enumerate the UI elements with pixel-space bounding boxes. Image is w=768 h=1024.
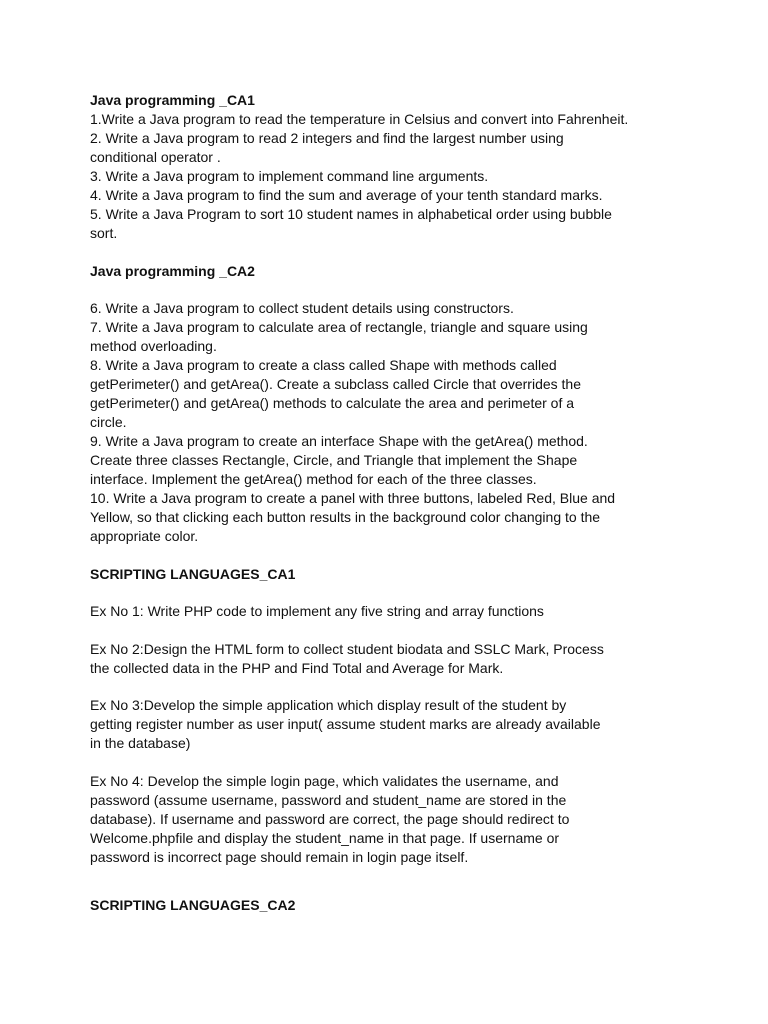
text-line: Yellow, so that clicking each button results in the background color changing to the bbox=[90, 509, 601, 525]
text-line: 9. Write a Java program to create an interface Shape with the getArea() method. bbox=[90, 433, 588, 449]
section-heading: Java programming _CA1 bbox=[90, 92, 255, 108]
section-java-ca2 bbox=[90, 262, 710, 547]
text-line: Welcome.phpfile and display the student_name in that page. If username or bbox=[90, 829, 560, 846]
text-line: 3. Write a Java program to implement command line arguments. bbox=[90, 168, 489, 184]
text-line: Ex No 1: Write PHP code to implement any five string and array functions bbox=[90, 603, 544, 619]
section-java-ca1 bbox=[90, 91, 710, 243]
text-line: 10. Write a Java program to create a panel with three buttons, labeled Red, Blue and bbox=[90, 490, 616, 506]
text-line: in the database) bbox=[90, 735, 191, 751]
text-line: getting register number as user input( assume student marks are already available bbox=[90, 716, 601, 732]
section-scripting-ca2 bbox=[90, 896, 710, 915]
section-scripting-ca1 bbox=[90, 565, 710, 867]
text-line: 4. Write a Java program to find the sum and average of your tenth standard marks. bbox=[90, 187, 603, 203]
text-line: getPerimeter() and getArea(). Create a subclass called Circle that overrides the bbox=[90, 376, 581, 392]
text-line: appropriate color. bbox=[90, 528, 199, 544]
text-line: 8. Write a Java program to create a class called Shape with methods called bbox=[90, 357, 557, 373]
text-line: password (assume username, password and student_name are stored in the bbox=[90, 791, 567, 808]
text-line: Ex No 2:Design the HTML form to collect student biodata and SSLC Mark, Process bbox=[90, 640, 604, 657]
text-line: 6. Write a Java program to collect student details using constructors. bbox=[90, 300, 514, 316]
text-line: sort. bbox=[90, 225, 118, 241]
text-line: 1.Write a Java program to read the temperature in Celsius and convert into Fahrenheit. bbox=[90, 111, 629, 127]
section-heading: SCRIPTING LANGUAGES_CA2 bbox=[90, 896, 296, 913]
text-line: conditional operator . bbox=[90, 149, 221, 165]
document-page bbox=[90, 91, 710, 915]
text-line: getPerimeter() and getArea() methods to calculate the area and perimeter of a bbox=[90, 395, 575, 411]
text-line: password is incorrect page should remain in login page itself. bbox=[90, 848, 469, 865]
text-line: 5. Write a Java Program to sort 10 student names in alphabetical order using bubble bbox=[90, 206, 612, 222]
text-line: the collected data in the PHP and Find Total and Average for Mark. bbox=[90, 659, 504, 676]
text-line: 2. Write a Java program to read 2 integers and find the largest number using bbox=[90, 130, 564, 146]
text-line: Ex No 3:Develop the simple application which display result of the student by bbox=[90, 697, 567, 713]
section-heading: SCRIPTING LANGUAGES_CA1 bbox=[90, 565, 296, 582]
text-line: method overloading. bbox=[90, 338, 217, 354]
text-line: 7. Write a Java program to calculate area of rectangle, triangle and square using bbox=[90, 319, 588, 335]
section-heading: Java programming _CA2 bbox=[90, 262, 255, 279]
text-line: database). If username and password are correct, the page should redirect to bbox=[90, 810, 570, 827]
text-line: Ex No 4: Develop the simple login page, which validates the username, and bbox=[90, 772, 559, 789]
text-line: circle. bbox=[90, 414, 127, 430]
text-line: Create three classes Rectangle, Circle, and Triangle that implement the Shape bbox=[90, 452, 578, 468]
text-line: interface. Implement the getArea() method for each of the three classes. bbox=[90, 471, 537, 487]
